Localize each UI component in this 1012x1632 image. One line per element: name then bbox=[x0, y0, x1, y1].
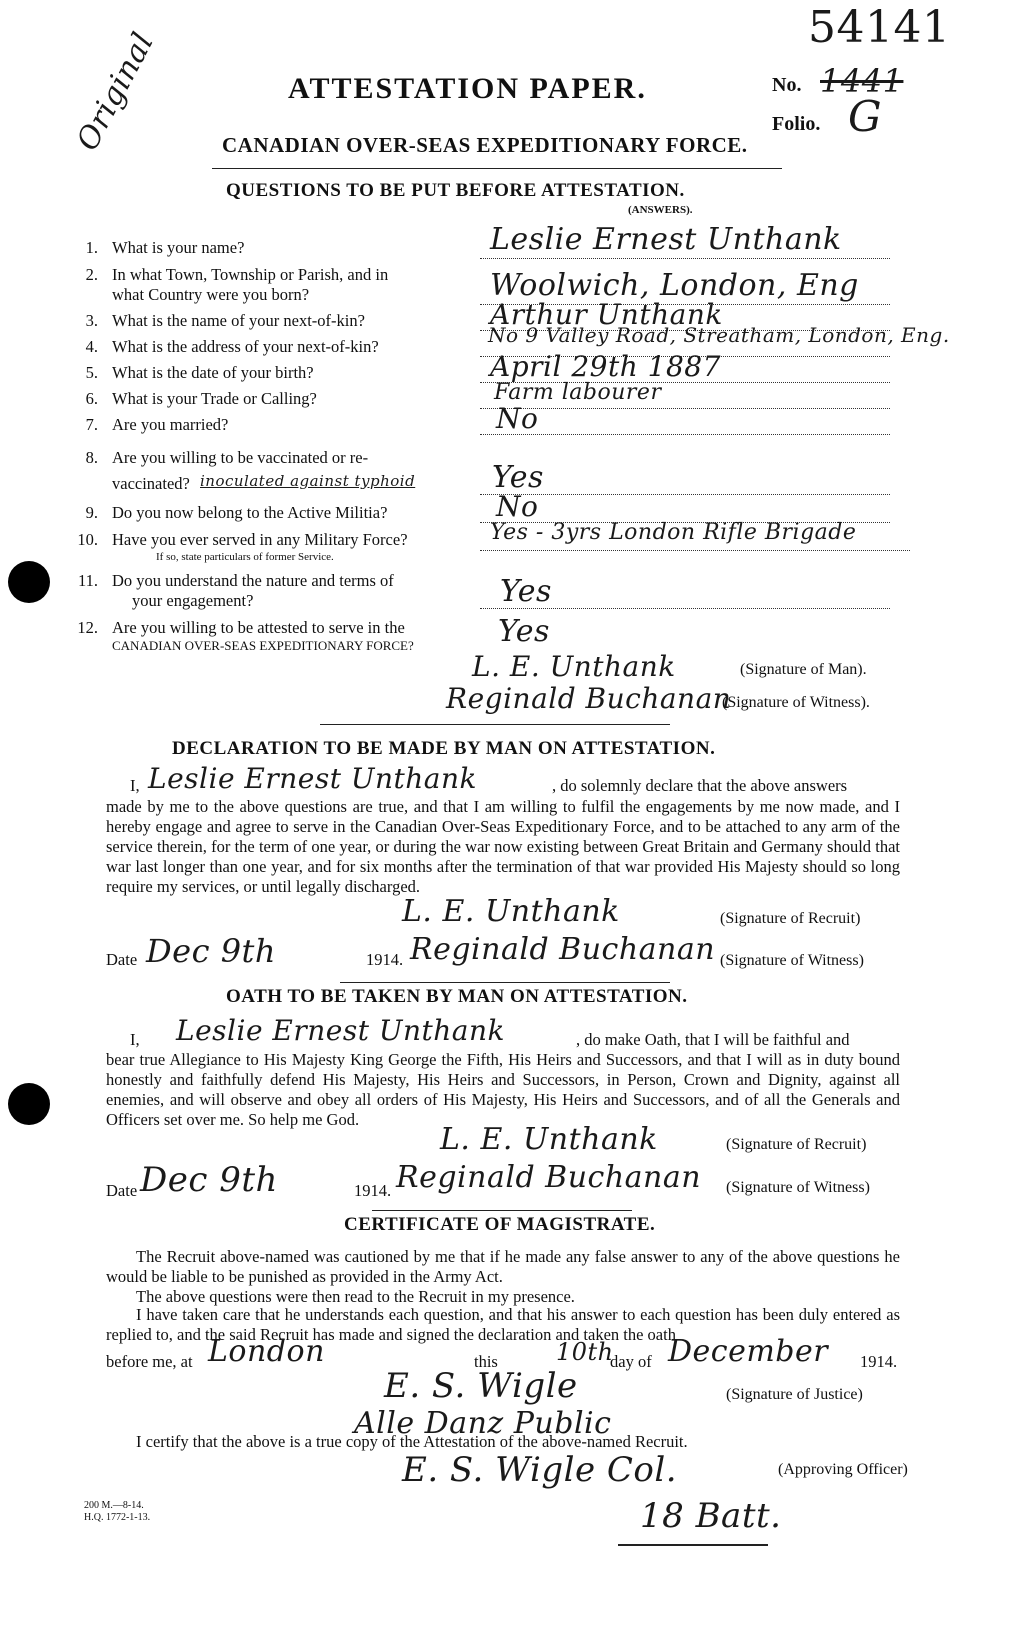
answer-text: Woolwich, London, Eng bbox=[490, 268, 859, 303]
answer-line bbox=[480, 408, 890, 409]
oath-i: I, bbox=[130, 1030, 140, 1049]
question-text: Do you now belong to the Active Militia? bbox=[112, 503, 388, 522]
question-text: In what Town, Township or Parish, and in bbox=[112, 265, 389, 284]
declaration-body: made by me to the above questions are true, and that I am willing to fulfil the engagements by me now made, and I hereby engage and agree to serve in the Canadian Over-Seas Expeditionary Force, and to be attached to any arm of the service therein, for the term of one year, or during the war now existing between Great Britain and Germany should that war last longer than one year, and for six months after the termination of that war provided His Majesty should so long require my services, or until legally discharged. bbox=[106, 797, 900, 896]
question-text: Have you ever served in any Military Force? bbox=[112, 530, 408, 549]
oath-witness-signature: Reginald Buchanan bbox=[396, 1160, 702, 1195]
justice-caption: (Signature of Justice) bbox=[726, 1386, 863, 1403]
question-text: Are you willing to be vaccinated or re- bbox=[112, 448, 369, 467]
number-label: No. bbox=[772, 74, 802, 96]
question-text-cont: your engagement? bbox=[132, 591, 254, 610]
answer-text: Farm labourer bbox=[494, 380, 662, 405]
declaration-date: Dec 9th bbox=[146, 932, 277, 970]
day-of-label: day of bbox=[610, 1352, 652, 1371]
declaration-lead: , do solemnly declare that the above answers bbox=[552, 776, 848, 795]
magistrate-heading: CERTIFICATE OF MAGISTRATE. bbox=[344, 1214, 656, 1235]
questions-heading: QUESTIONS TO BE PUT BEFORE ATTESTATION. bbox=[226, 180, 685, 201]
regimental-number: 54141 bbox=[808, 2, 951, 53]
oath-name: Leslie Ernest Unthank bbox=[176, 1014, 505, 1047]
question-text-cont: vaccinated? bbox=[112, 474, 190, 493]
margin-note: Original bbox=[70, 26, 162, 157]
question-text: Are you willing to be attested to serve in the bbox=[112, 618, 405, 637]
signature-of-man-caption: (Signature of Man). bbox=[740, 661, 867, 678]
question-number: 3. bbox=[85, 311, 98, 330]
header-rule bbox=[212, 168, 782, 169]
number-value: 1441 bbox=[820, 62, 904, 100]
folio-value: G bbox=[848, 92, 883, 141]
magistrate-p2: The above questions were then read to the Recruit in my presence. bbox=[136, 1287, 575, 1306]
question-text: Are you married? bbox=[112, 415, 229, 434]
question-number: 1. bbox=[85, 238, 98, 257]
answer-text: No 9 Valley Road, Streatham, London, Eng. bbox=[488, 323, 950, 347]
declaration-witness-caption: (Signature of Witness) bbox=[720, 952, 864, 969]
oath-year: 1914. bbox=[354, 1181, 392, 1200]
answer-line bbox=[480, 550, 910, 551]
magistrate-year: 1914. bbox=[860, 1352, 898, 1371]
question-number: 5. bbox=[85, 363, 98, 382]
question-text-cont: CANADIAN OVER-SEAS EXPEDITIONARY FORCE? bbox=[112, 638, 414, 653]
question-text: What is the date of your birth? bbox=[112, 363, 314, 382]
witness-signature-caption: (Signature of Witness). bbox=[722, 694, 870, 711]
answer-text: Yes - 3yrs London Rifle Brigade bbox=[490, 520, 857, 545]
justice-signature: E. S. Wigle bbox=[384, 1366, 578, 1406]
declaration-recruit-signature: L. E. Unthank bbox=[402, 894, 620, 929]
magistrate-p3: I have taken care that he understands each question, and that his answer to each question has been duly entered as replied to, and the said Recruit has made and signed the declaration and taken the oath bbox=[106, 1305, 900, 1344]
answer-line bbox=[480, 494, 890, 495]
question-number: 2. bbox=[85, 265, 98, 284]
answer-text: Yes bbox=[498, 614, 550, 649]
question-number: 4. bbox=[85, 337, 98, 356]
oath-recruit-signature: L. E. Unthank bbox=[440, 1122, 658, 1157]
declaration-witness-signature: Reginald Buchanan bbox=[410, 932, 716, 967]
question-number: 9. bbox=[85, 503, 98, 522]
answer-text: Arthur Unthank bbox=[490, 298, 723, 331]
approving-officer-caption: (Approving Officer) bbox=[778, 1461, 908, 1478]
question-number: 12. bbox=[77, 618, 98, 637]
question-number: 11. bbox=[77, 571, 98, 590]
declaration-year: 1914. bbox=[366, 950, 404, 969]
question-text: What is your Trade or Calling? bbox=[112, 389, 317, 408]
oath-recruit-caption: (Signature of Recruit) bbox=[726, 1136, 867, 1153]
before-me-label: before me, at bbox=[106, 1352, 193, 1371]
signature-of-man: L. E. Unthank bbox=[472, 650, 676, 683]
footer-print-code: 200 M.—8-14. bbox=[84, 1500, 144, 1511]
q10-note: If so, state particulars of former Service. bbox=[156, 551, 334, 563]
oath-lead: , do make Oath, that I will be faithful and bbox=[576, 1030, 850, 1049]
magistrate-month: December bbox=[668, 1334, 829, 1369]
question-text: What is the name of your next-of-kin? bbox=[112, 311, 365, 330]
magistrate-p1: The Recruit above-named was cautioned by me that if he made any false answer to any of the above questions he would be liable to be punished as provided in the Army Act. bbox=[106, 1247, 900, 1286]
question-text: Do you understand the nature and terms of bbox=[112, 571, 394, 590]
magistrate-day: 10th bbox=[556, 1338, 614, 1366]
folio-label: Folio. bbox=[772, 113, 821, 135]
declaration-recruit-caption: (Signature of Recruit) bbox=[720, 910, 861, 927]
question-number: 7. bbox=[85, 415, 98, 434]
oath-heading: OATH TO BE TAKEN BY MAN ON ATTESTATION. bbox=[226, 986, 688, 1007]
answers-label: (ANSWERS). bbox=[628, 204, 693, 216]
magistrate-place: London bbox=[208, 1334, 325, 1369]
certify-text: I certify that the above is a true copy of the Attestation of the above-named Recruit. bbox=[136, 1432, 688, 1451]
unit-note: 18 Batt. bbox=[640, 1496, 782, 1536]
question-text: What is your name? bbox=[112, 238, 245, 257]
witness-signature: Reginald Buchanan bbox=[446, 682, 732, 715]
justice-note: Alle Danz Public bbox=[354, 1406, 612, 1441]
page-title: ATTESTATION PAPER. bbox=[288, 72, 647, 105]
page-subtitle: CANADIAN OVER-SEAS EXPEDITIONARY FORCE. bbox=[222, 133, 748, 157]
answer-text: April 29th 1887 bbox=[490, 350, 721, 383]
question-text: What is the address of your next-of-kin? bbox=[112, 337, 379, 356]
answer-line bbox=[480, 258, 890, 259]
approving-officer-signature: E. S. Wigle Col. bbox=[402, 1450, 678, 1490]
question-text-cont: what Country were you born? bbox=[112, 285, 310, 304]
answer-line bbox=[480, 608, 890, 609]
answer-text: Yes bbox=[492, 460, 544, 495]
declaration-name: Leslie Ernest Unthank bbox=[148, 762, 477, 795]
answer-text: Yes bbox=[500, 574, 552, 609]
section-rule-1 bbox=[320, 724, 670, 725]
punch-hole-top bbox=[8, 561, 50, 603]
question-number: 10. bbox=[77, 530, 98, 549]
q8-note: inoculated against typhoid bbox=[200, 472, 416, 490]
section-rule-3 bbox=[372, 1210, 632, 1211]
footer-hq-code: H.Q. 1772-1-13. bbox=[84, 1512, 151, 1523]
answer-text: Leslie Ernest Unthank bbox=[490, 222, 842, 257]
declaration-heading: DECLARATION TO BE MADE BY MAN ON ATTESTATION. bbox=[172, 738, 716, 759]
answer-text: No bbox=[496, 490, 539, 523]
oath-date-label: Date bbox=[106, 1181, 138, 1200]
declaration-date-label: Date bbox=[106, 950, 138, 969]
oath-witness-caption: (Signature of Witness) bbox=[726, 1179, 870, 1196]
section-rule-2 bbox=[340, 982, 670, 983]
answer-text: No bbox=[496, 402, 539, 435]
declaration-i: I, bbox=[130, 776, 140, 795]
punch-hole-bottom bbox=[8, 1083, 50, 1125]
flourish-line bbox=[618, 1544, 768, 1546]
answer-line bbox=[480, 434, 890, 435]
oath-body: bear true Allegiance to His Majesty King George the Fifth, His Heirs and Successors, and that I will as in duty bound honestly and faithfully defend His Majesty, His Heirs and Successors, in Person, Crown and Dignity, against all enemies, and will observe and obey all orders of His Majesty, His Heirs and Successors, and of all the Generals and Officers set over me. So help me God. bbox=[106, 1050, 900, 1129]
oath-date: Dec 9th bbox=[140, 1160, 278, 1200]
question-number: 6. bbox=[85, 389, 98, 408]
question-number: 8. bbox=[85, 448, 98, 467]
this-label: this bbox=[474, 1352, 498, 1371]
